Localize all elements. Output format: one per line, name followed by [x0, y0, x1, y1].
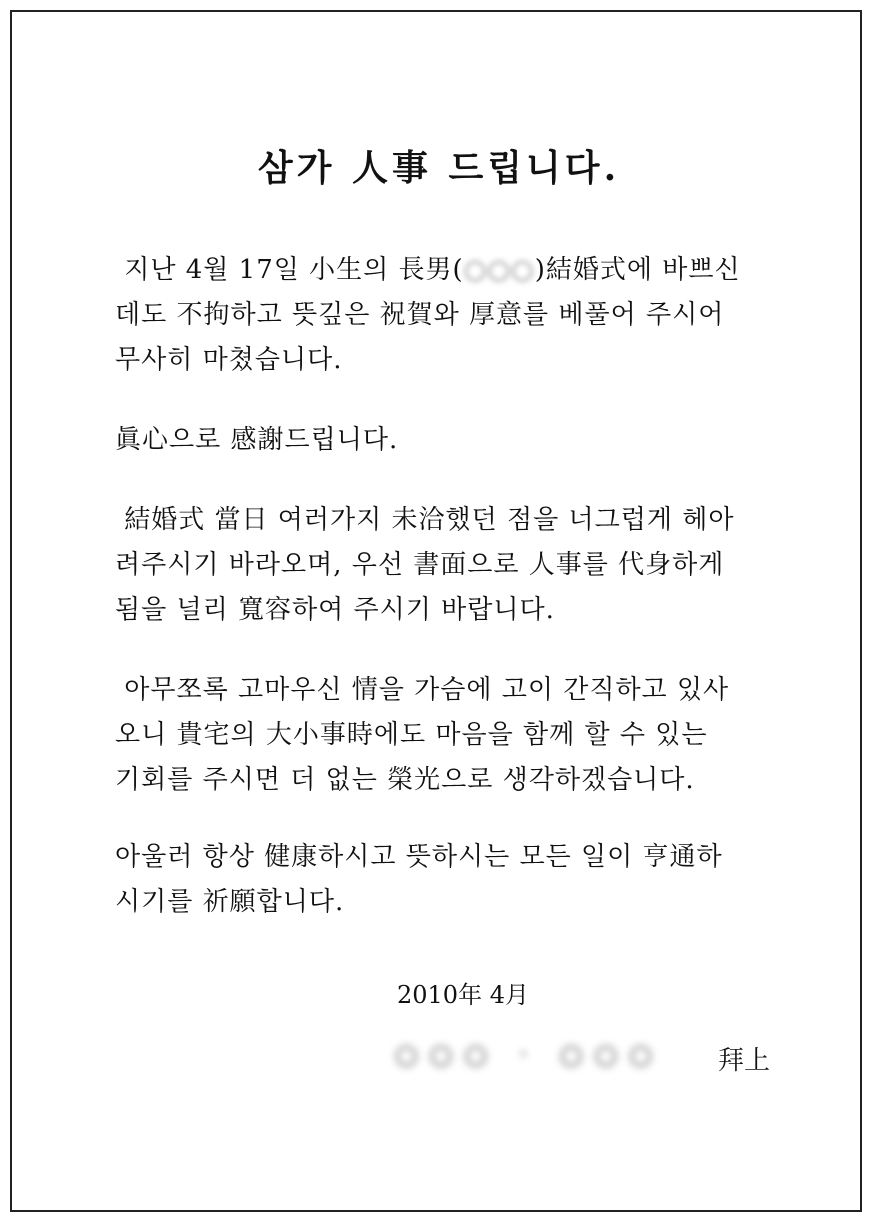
- line-text: 結婚式 當日 여러가지 未洽했던 점을 너그럽게 헤아: [124, 505, 735, 535]
- paragraph-line: 됨을 널리 寬容하여 주시기 바랍니다.: [115, 595, 555, 625]
- paragraph-line: 眞心으로 感謝드립니다.: [115, 425, 399, 455]
- paragraph-line: 아울러 항상 健康하시고 뜻하시는 모든 일이 亨通하: [115, 842, 723, 872]
- line-text: 아무쪼록 고마우신 情을 가슴에 고이 간직하고 있사: [124, 675, 730, 705]
- signature: [395, 1040, 770, 1085]
- line-text: 지난 4월 17일 小生의 長男(: [124, 255, 464, 285]
- redacted-sender-names: ○○○ · ○○○: [395, 1040, 664, 1070]
- redacted-son-name: ○○○: [463, 255, 535, 285]
- paragraph-line: [115, 248, 765, 293]
- letter-date: 2010年 4月: [397, 981, 529, 1009]
- paragraph-line: 오니 貴宅의 大小事時에도 마음을 함께 할 수 있는: [115, 720, 708, 750]
- letter-title: 삼가 人事 드립니다.: [257, 147, 621, 189]
- line-text: )結婚式에 바쁘신: [534, 255, 741, 285]
- paragraph-line: 려주시기 바라오며, 우선 書面으로 人事를 代身하게: [115, 550, 725, 580]
- paragraph-line: 시기를 祈願합니다.: [115, 887, 345, 917]
- paragraph-line: [115, 498, 765, 543]
- paragraph-promise: [115, 668, 765, 803]
- paragraph-line: [115, 668, 765, 713]
- paragraph-gratitude: [115, 248, 765, 383]
- paragraph-wishes: [115, 835, 765, 925]
- paragraph-line: 데도 不拘하고 뜻깊은 祝賀와 厚意를 베풀어 주시어: [115, 300, 725, 330]
- paragraph-thanks: [115, 418, 765, 463]
- paragraph-apology: [115, 498, 765, 633]
- paragraph-line: 기회를 주시면 더 없는 榮光으로 생각하겠습니다.: [115, 765, 695, 795]
- signature-suffix: 拜上: [717, 1046, 770, 1076]
- paragraph-line: 무사히 마쳤습니다.: [115, 345, 343, 375]
